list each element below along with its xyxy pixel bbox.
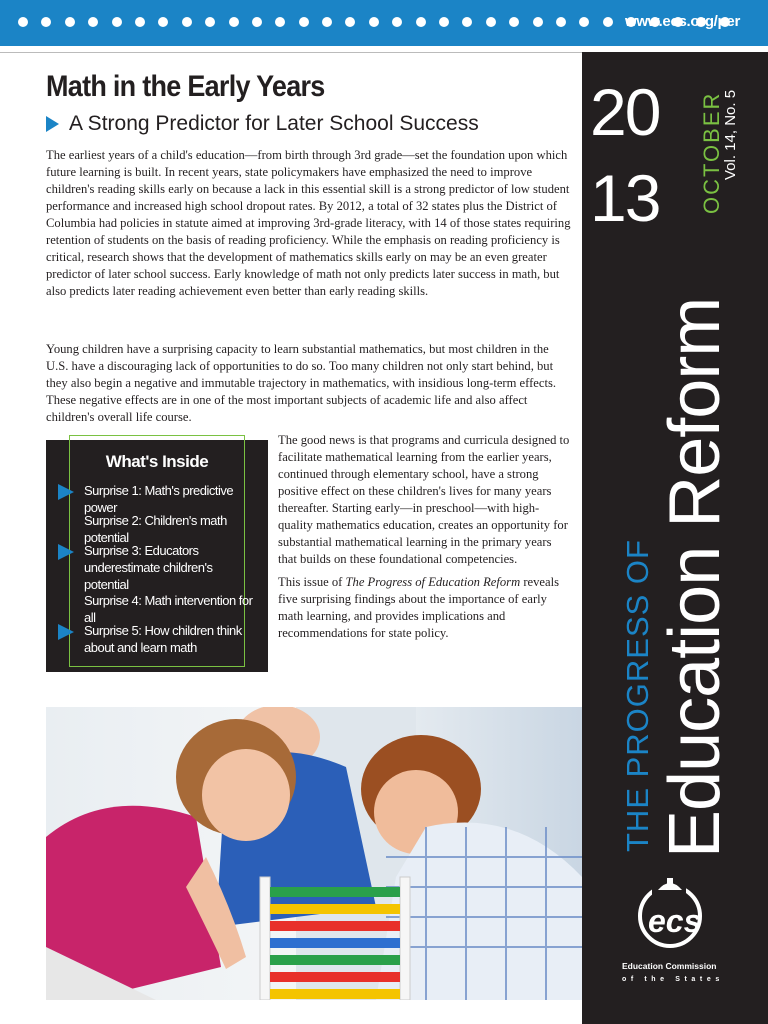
banner-dot: [579, 17, 589, 27]
inside-item-label: Surprise 1: Math's predictive power: [84, 483, 234, 515]
issue-volume: Vol. 14, No. 5: [722, 89, 739, 180]
banner-dot: [416, 17, 426, 27]
banner-dot: [439, 17, 449, 27]
subtitle-text: A Strong Predictor for Later School Success: [69, 112, 479, 135]
good-news-paragraph: The good news is that programs and curricula designed to facilitate mathematical learning from the earlier years, continued through elementary school, have a strong positive effect on these children's lives for many years thereafter. Starting early—in preschool—with high-quality mathematics education, creates an opportunity for substantial mathematical learning in the primary years that builds on these foundational competencies.: [278, 433, 570, 566]
banner-dot: [299, 17, 309, 27]
ecs-logo-icon: [634, 874, 714, 954]
inside-item[interactable]: [84, 592, 259, 626]
top-banner: [0, 0, 768, 46]
inside-item-label: Surprise 2: Children's math potential: [84, 513, 227, 545]
banner-dot: [112, 17, 122, 27]
issue-month: OCTOBER: [699, 91, 724, 214]
series-title: Education Reform: [655, 297, 735, 858]
triangle-arrow-icon: [58, 624, 74, 640]
inside-item[interactable]: [84, 542, 259, 593]
banner-dot: [322, 17, 332, 27]
header-rule: [0, 52, 582, 53]
org-name-first: Education: [622, 961, 666, 971]
banner-dot: [533, 17, 543, 27]
right-column-text: [278, 432, 573, 648]
banner-dot: [369, 17, 379, 27]
banner-dot: [182, 17, 192, 27]
masthead-sidebar: [582, 52, 768, 1024]
website-url[interactable]: www.ecs.org/per: [625, 13, 740, 30]
banner-dot: [252, 17, 262, 27]
whats-inside-box: [46, 440, 268, 672]
article-subtitle: [46, 112, 479, 136]
children-abacus-photo-icon: [46, 707, 582, 1000]
inside-item[interactable]: [84, 622, 259, 656]
banner-dot: [275, 17, 285, 27]
inside-item[interactable]: [84, 512, 259, 546]
banner-dot: [205, 17, 215, 27]
logo-lettering: ecs: [648, 903, 702, 939]
year-top: 20: [590, 75, 660, 149]
inside-item-label: Surprise 5: How children think about and learn math: [84, 623, 242, 655]
triangle-arrow-icon: [58, 544, 74, 560]
banner-dot: [18, 17, 28, 27]
banner-dot: [65, 17, 75, 27]
second-paragraph: Young children have a surprising capacity to learn substantial mathematics, but most children in the U.S. have a discouraging lack of opportunities to do so. Too many children not only start behind, but they also begin a negative and immutable trajectory in mathematics, with insidious long-term effects. These negative effects are in one of the most important subjects of academic life and also affect children's overall life course.: [46, 342, 557, 424]
series-prefix: THE PROGRESS OF: [620, 539, 655, 852]
organization-name: [622, 960, 724, 986]
banner-dot: [229, 17, 239, 27]
masthead-title-main: [654, 298, 736, 858]
intro-paragraph: The earliest years of a child's education—from birth through 3rd grade—set the foundation upon which future learning is built. In recent years, state policymakers have emphasized the need to improve children's reading skills early on because a lack in this essential skill is a strong predictor of low student performance and increased high school dropout rates. By 2012, a total of 32 states plus the District of Columbia had policies in statute aimed at improving 3rd-grade literacy, with 14 of those states requiring retention of students on the basis of reading proficiency. While the emphasis on reading proficiency is critical, research shows that the development of mathematics skills early on may be an even greater predictor of later school success. Early knowledge of math not only predicts later success in math, but also predicts later reading achievement even better than early reading skills.: [46, 148, 571, 298]
banner-dot: [392, 17, 402, 27]
org-name-sub: of the States: [622, 976, 724, 983]
banner-dot: [41, 17, 51, 27]
issue-text-end: reveals five surprising findings about the importance of early math learning, and provides implications and recommendations for state policy.: [278, 575, 559, 640]
banner-dot: [345, 17, 355, 27]
org-name-second: Commission: [665, 961, 717, 971]
banner-dot: [88, 17, 98, 27]
masthead-title: [620, 539, 656, 852]
banner-dot: [603, 17, 613, 27]
banner-dot: [486, 17, 496, 27]
banner-dot: [509, 17, 519, 27]
banner-dot: [462, 17, 472, 27]
issue-paragraph: [278, 574, 573, 642]
banner-dot: [556, 17, 566, 27]
banner-dot: [135, 17, 145, 27]
triangle-bullet-icon: [46, 116, 59, 132]
article-title: Math in the Early Years: [46, 70, 325, 103]
inside-item-label: Surprise 4: Math intervention for all: [84, 593, 253, 625]
whats-inside-title: What's Inside: [105, 452, 209, 471]
children-photo: [46, 707, 582, 1000]
inside-item[interactable]: [84, 482, 259, 516]
issue-text-start: This issue of: [278, 575, 346, 589]
inside-item-label: Surprise 3: Educators underestimate children's potential: [84, 543, 213, 592]
publication-name: The Progress of Education Reform: [345, 575, 521, 589]
banner-dots: [18, 17, 730, 27]
banner-dot: [158, 17, 168, 27]
year-bottom: 13: [590, 161, 660, 235]
triangle-arrow-icon: [58, 484, 74, 500]
